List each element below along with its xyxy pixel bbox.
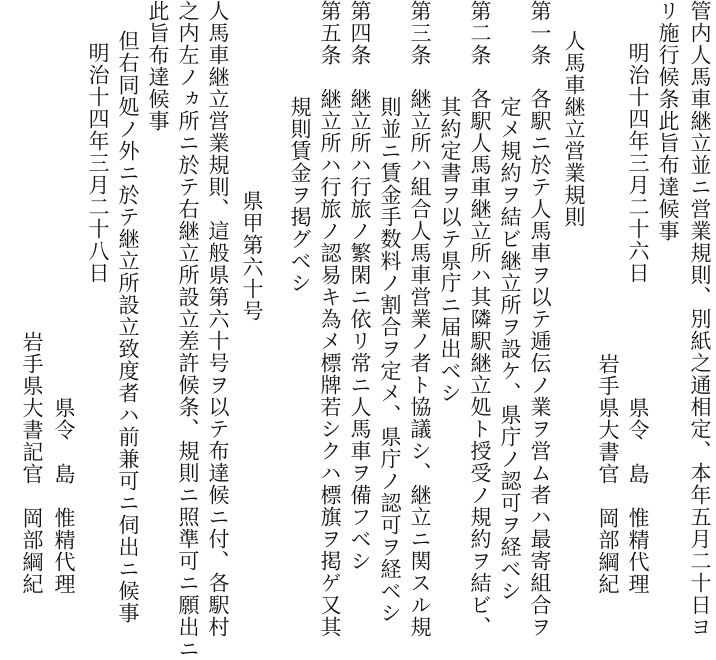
notice-number: 県甲第六十号 bbox=[240, 190, 264, 322]
article-4: 第四条 継立所ハ行旅ノ繁閑ニ依リ常ニ人馬車ヲ備フベシ bbox=[348, 0, 372, 572]
article-2-line-2: 其約定書ヲ以テ県庁ニ届出ベシ bbox=[438, 96, 462, 404]
article-1-line-1: 第一条 各駅ニ於テ人馬車ヲ以テ逓伝ノ業ヲ営ム者ハ最寄組合ヲ bbox=[528, 0, 552, 638]
signature-official-1: 岩手県大書官 岡部綱紀 bbox=[596, 353, 620, 595]
text-line-2: リ施行候条此旨布達候事 bbox=[656, 0, 680, 242]
notice-line-2: 之内左ノヵ所ニ於テ右継立所設立差許候条、規則ニ照準可ニ願出ニ bbox=[176, 0, 200, 660]
signature-governor-2: 県令 島 惟精代理 bbox=[52, 397, 76, 595]
regulation-title: 人馬車継立営業規則 bbox=[562, 30, 586, 228]
article-1-line-2: 定メ規約ヲ結ビ継立所ヲ設ケ、県庁ノ認可ヲ経ベシ bbox=[498, 96, 522, 602]
notice-proviso: 但右同処ノ外ニ於テ継立所設立致度者ハ前兼可ニ伺出ニ候事 bbox=[116, 30, 140, 624]
text-line-1: 管内人馬車継立並ニ営業規則、別紙之通相定、本年五月二十日ヨ bbox=[688, 0, 712, 638]
date-line-2: 明治十四年三月二十八日 bbox=[86, 42, 110, 284]
article-2-line-1: 第二条 各駅人馬車継立所ハ其隣駅継立処ト授受ノ規約ヲ結ビ、 bbox=[468, 0, 492, 638]
date-line-1: 明治十四年三月二十六日 bbox=[626, 42, 650, 284]
notice-line-3: 此旨布達候事 bbox=[146, 0, 170, 132]
article-5-line-1: 第五条 継立所ハ行旅ノ認易キ為メ標牌若シクハ標旗ヲ掲ゲ又其 bbox=[318, 0, 342, 638]
signature-official-2: 岩手県大書記官 岡部綱紀 bbox=[20, 331, 44, 595]
signature-governor-1: 県令 島 惟精代理 bbox=[626, 397, 650, 595]
notice-line-1: 人馬車継立営業規則、這般県第六十号ヲ以テ布達候ニ付、各駅村 bbox=[206, 0, 230, 638]
article-3-line-2: 則並ニ賃金手数料ノ割合ヲ定メ、県庁ノ認可ヲ経ベシ bbox=[378, 96, 402, 624]
article-5-line-2: 規則賃金ヲ掲グベシ bbox=[288, 96, 312, 294]
article-3-line-1: 第三条 継立所ハ組合人馬車営業ノ者ト協議シ、継立ニ関スル規 bbox=[408, 0, 432, 638]
